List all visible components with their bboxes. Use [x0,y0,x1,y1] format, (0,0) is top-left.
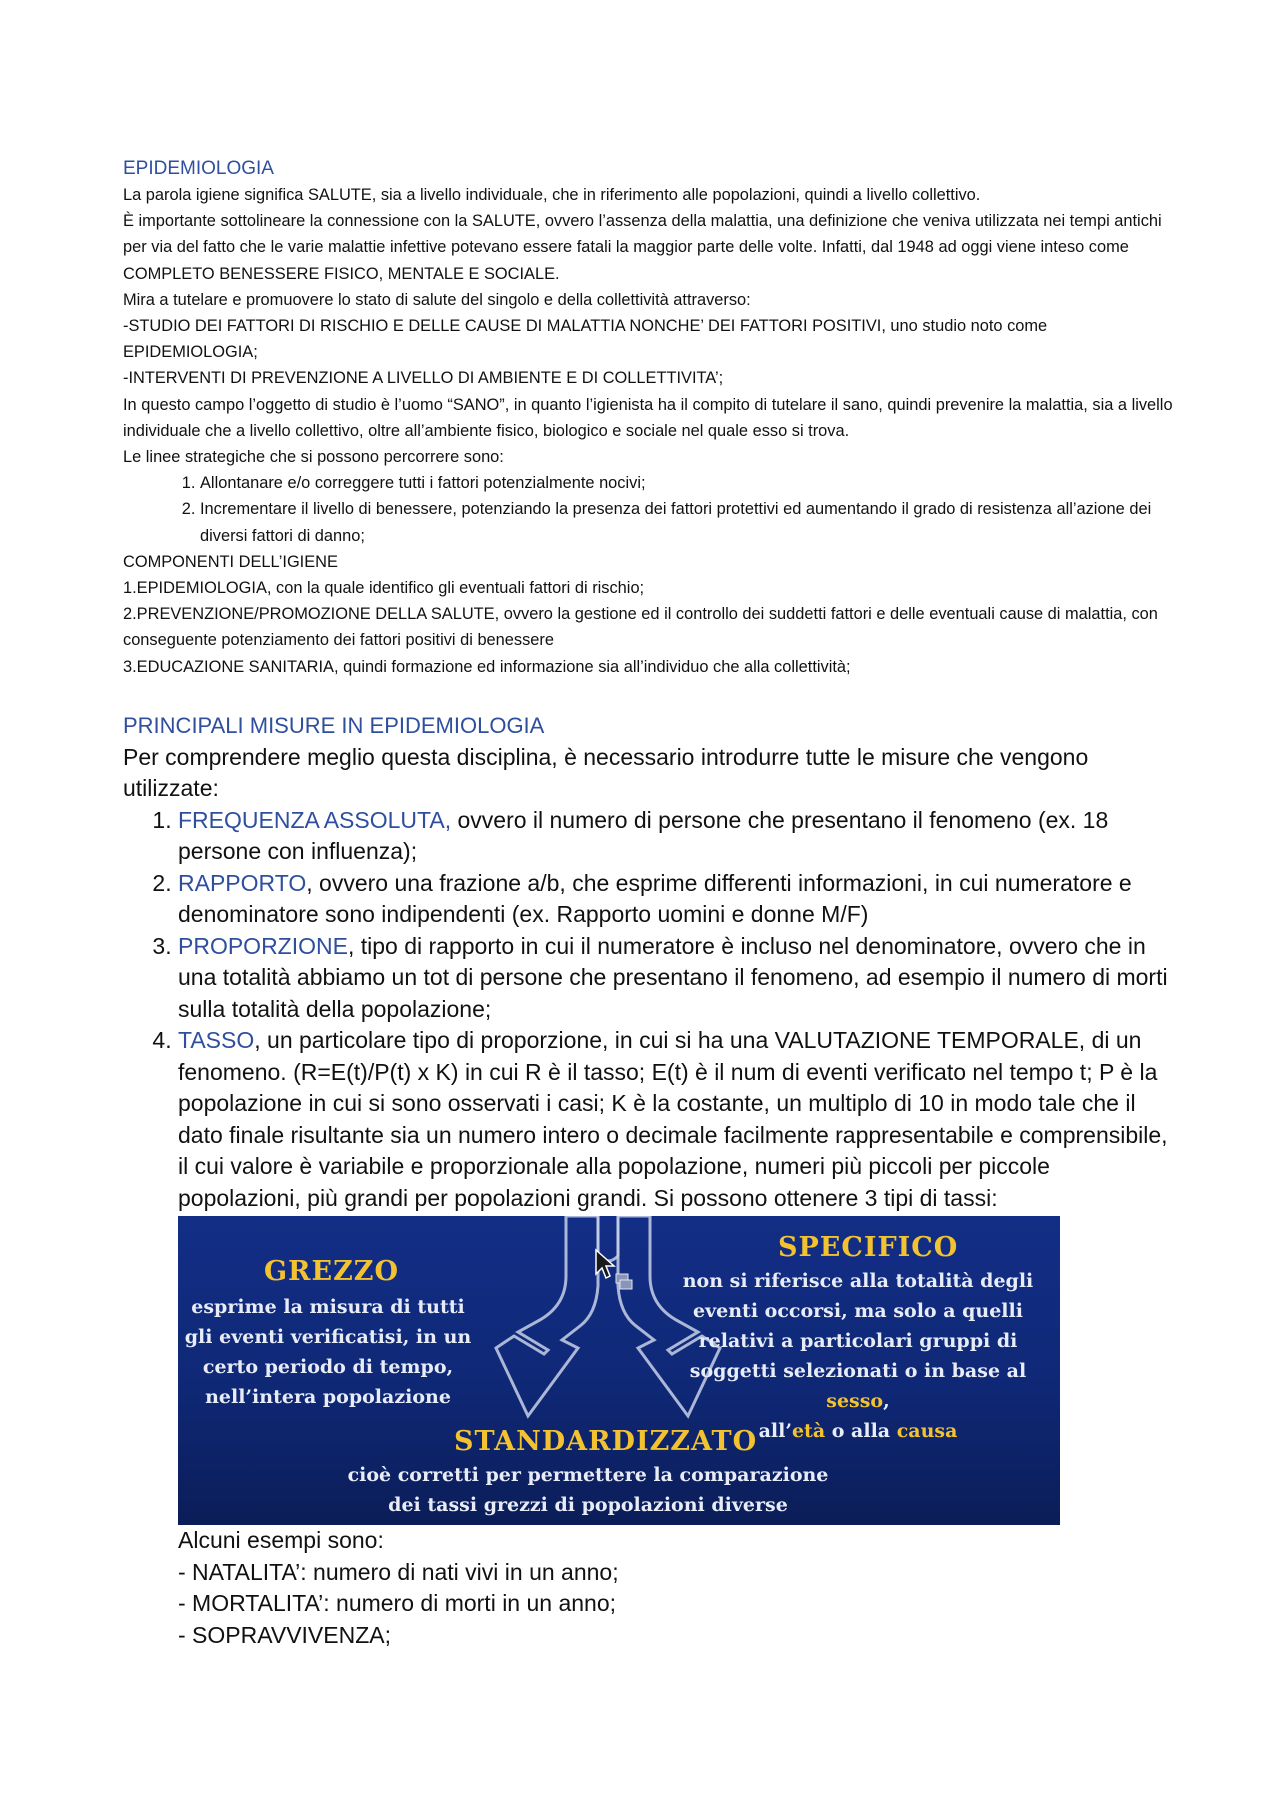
text-span: , [883,1390,890,1413]
specifico-line: relativi a particolari gruppi di [698,1330,1018,1353]
standardizzato-line: dei tassi grezzi di popolazioni diverse [388,1494,788,1517]
list-item: 2. Incrementare il livello di benessere, potenziando la presenza dei fattori protettivi ed aumentando il grado di resistenza all’azione dei diversi fattori di danno; [200,496,1173,548]
measure-term: FREQUENZA ASSOLUTA, [178,806,452,833]
grezzo-title: GREZZO [264,1256,400,1288]
specifico-title: SPECIFICO [778,1232,959,1264]
measure-text: , un particolare tipo di proporzione, in cui si ha una VALUTAZIONE TEMPORALE, di un fenomeno. (R=E(t)/P(t) x K) in cui R è il tasso; E(t) è il num di eventi verificato nel tempo t; P è la popolazione in cui si sono osservati i casi; K è la costante, un multiplo di 10 in modo tale che il dato finale risultante sia un numero intero o decimale facilmente rappresentabile e comprensibile, il cui valore è variabile e proporzionale alla popolazione, numeri più piccoli per piccole popolazioni, più grandi per popolazioni grandi. Si possono ottenere 3 tipi di tassi: [178,1027,1168,1211]
specifico-line: eventi occorsi, ma solo a quelli [693,1300,1023,1323]
component-item: 1.EPIDEMIOLOGIA, con la quale identifico gli eventuali fattori di rischio; [123,579,645,598]
paragraph: Mira a tutelare e promuovere lo stato di salute del singolo e della collettività attraverso: [123,290,751,309]
paragraph: La parola igiene significa SALUTE, sia a livello individuale, che in riferimento alle popolazioni, quindi a livello collettivo. [123,186,981,204]
measure-item [178,868,1173,931]
specifico-description [658,1266,1058,1446]
text-span: all’ [758,1420,792,1443]
measure-term: TASSO [178,1027,255,1054]
measure-text: , tipo di rapporto in cui il numeratore è incluso nel denominatore, ovvero che in una totalità abbiamo un tot di persone che presentano il fenomeno, ad esempio il numero di morti sulla totalità della popolazione; [178,932,1168,1022]
example-item: - NATALITA’: numero di nati vivi in un anno; [178,1558,619,1585]
section-title-misure: PRINCIPALI MISURE IN EPIDEMIOLOGIA [123,712,545,738]
standardizzato-line: cioè corretti per permettere la comparazione [347,1464,829,1487]
text-span: o alla [825,1420,897,1443]
grezzo-line: esprime la misura di tutti [191,1296,465,1319]
list-item: 1. Allontanare e/o correggere tutti i fattori potenzialmente nocivi; [200,470,1173,496]
measure-item [178,1025,1173,1214]
measure-term: RAPPORTO [178,869,307,896]
highlight-span: causa [896,1420,958,1443]
grezzo-line: nell’intera popolazione [205,1386,451,1409]
measure-term: PROPORZIONE [178,932,348,959]
specifico-line: non si riferisce alla totalità degli [682,1270,1034,1293]
grezzo-description [178,1292,478,1412]
specifico-line [658,1356,1058,1416]
paragraph: È importante sottolineare la connessione con la SALUTE, ovvero l’assenza della malattia, una definizione che veniva utilizzata nei tempi antichi per via del fatto che le varie malattie infettive potevano essere fatali la maggior parte delle volte. Infatti, dal 1948 ad oggi viene inteso come COMPLETO BENESSERE FISICO, MENTALE E SOCIALE. [123,212,1162,283]
grezzo-line: gli eventi verificatisi, in un [184,1326,472,1349]
example-item: - SOPRAVVIVENZA; [178,1621,392,1648]
section-title-epidemiologia: EPIDEMIOLOGIA [123,158,274,179]
measure-text: , ovvero una frazione a/b, che esprime differenti informazioni, in cui numeratore e denominatore sono indipendenti (ex. Rapporto uomini e donne M/F) [178,869,1132,928]
document-page [123,156,1173,1651]
text-span: soggetti selezionati o in base al [689,1360,1027,1383]
highlight-span: sesso [826,1390,884,1413]
section-intro: Per comprendere meglio questa disciplina, è necessario introdurre tutte le misure che vengono utilizzate: [123,743,1089,802]
example-item: - MORTALITA’: numero di morti in un anno; [178,1590,617,1617]
measure-item [178,805,1173,868]
paragraph: -INTERVENTI DI PREVENZIONE A LIVELLO DI AMBIENTE E DI COLLETTIVITA’; [123,369,724,388]
highlight-span: età [791,1420,826,1443]
grezzo-line: certo periodo di tempo, [202,1356,454,1379]
paragraph: -STUDIO DEI FATTORI DI RISCHIO E DELLE CAUSE DI MALATTIA NONCHE’ DEI FATTORI POSITIVI, uno studio noto come EPIDEMIOLOGIA; [123,317,1048,362]
strategies-list [123,470,1173,549]
examples-block [178,1525,1173,1651]
component-item: 3.EDUCAZIONE SANITARIA, quindi formazione ed informazione sia all’individuo che alla collettività; [123,657,851,676]
standardizzato-description [298,1460,878,1520]
paragraph: Le linee strategiche che si possono percorrere sono: [123,448,504,467]
examples-intro: Alcuni esempi sono: [178,1527,384,1554]
components-title: COMPONENTI DELL’IGIENE [123,552,338,571]
component-item: 2.PREVENZIONE/PROMOZIONE DELLA SALUTE, ovvero la gestione ed il controllo dei suddetti fattori e delle eventuali cause di malattia, con conseguente potenziamento dei fattori positivi di benessere [123,605,1158,650]
measure-text: ovvero il numero di persone che presentano il fenomeno (ex. 18 persone con influenza); [178,806,1109,865]
standardizzato-title: STANDARDIZZATO [454,1426,758,1458]
tassi-diagram-image [178,1216,1060,1525]
spacer [123,680,1173,710]
measures-list [123,805,1173,1215]
paragraph: In questo campo l’oggetto di studio è l’uomo “SANO”, in quanto l’igienista ha il compito di tutelare il sano, quindi prevenire la malattia, sia a livello individuale che a livello collettivo, oltre all’ambiente fisico, biologico e sociale nel quale esso si trova. [123,395,1173,440]
measure-item [178,931,1173,1026]
